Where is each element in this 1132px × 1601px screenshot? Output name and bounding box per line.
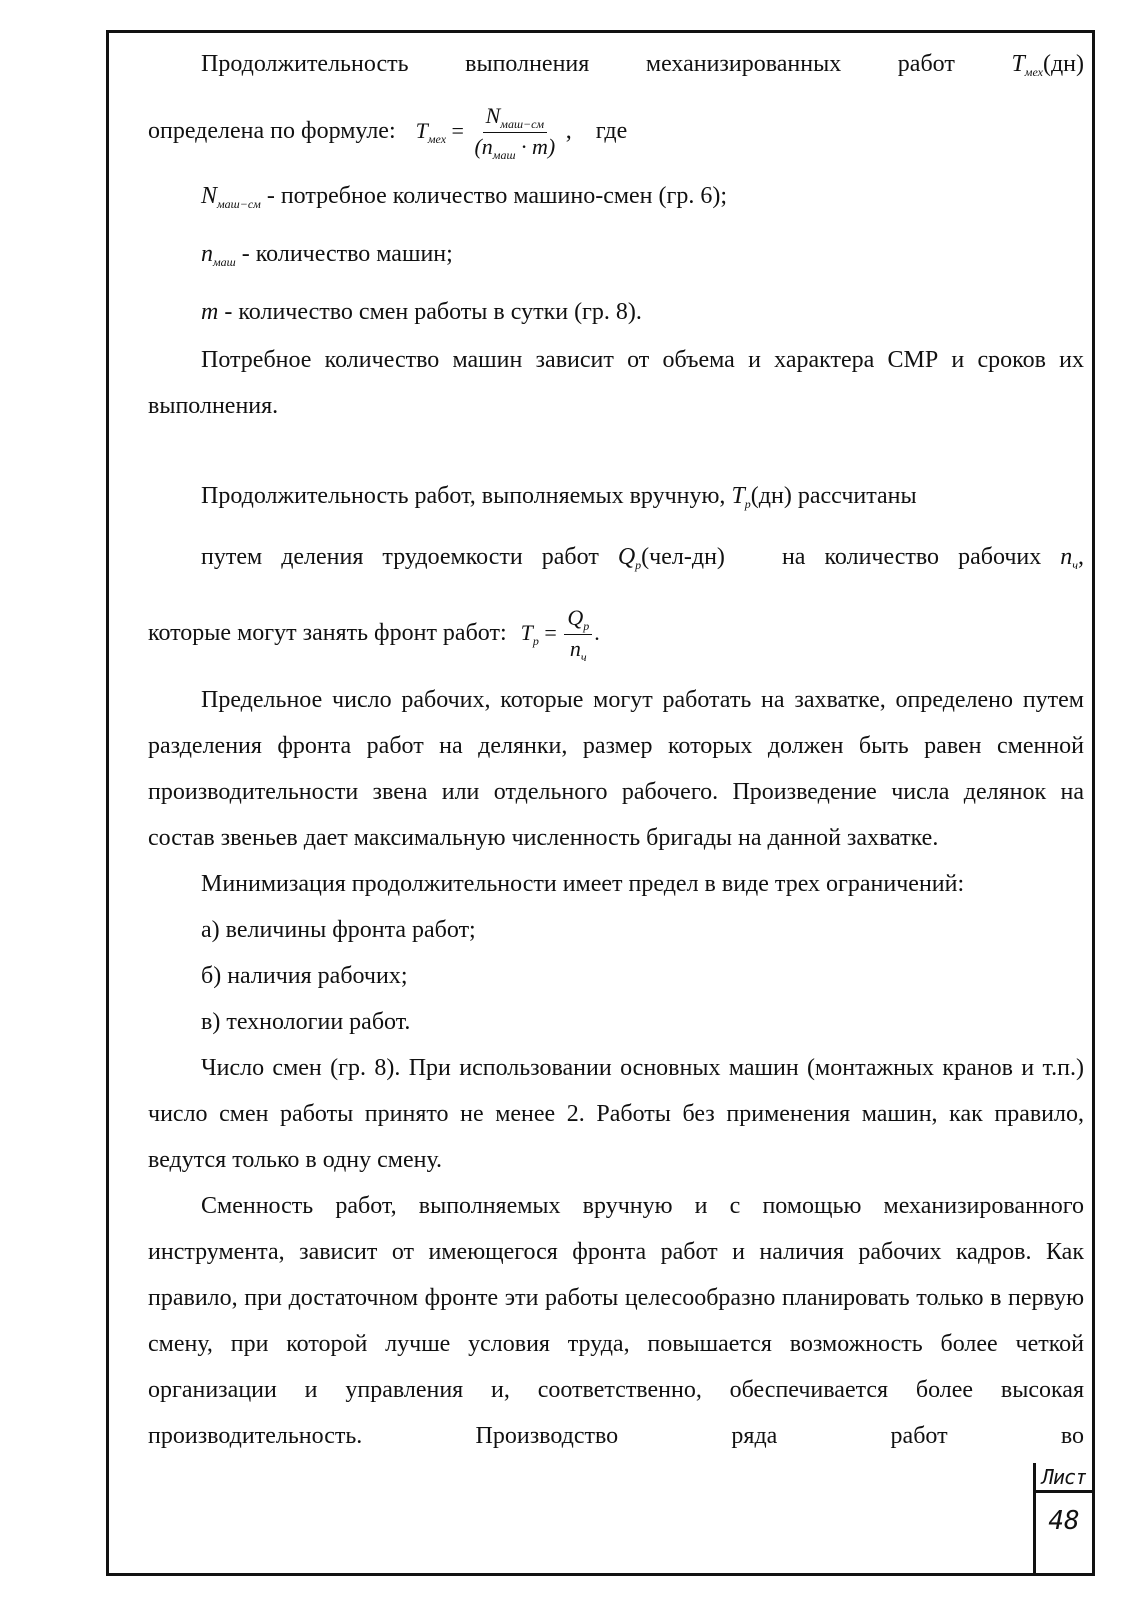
subscript: маш−см xyxy=(217,197,261,211)
text-segment: Продолжительность работ, выполняемых вручную, xyxy=(201,483,732,509)
symbol-T: T xyxy=(415,118,428,143)
subscript: ч xyxy=(580,649,587,664)
paragraph-duration-mech xyxy=(148,41,1084,95)
sheet-stamp xyxy=(1033,1463,1092,1573)
paragraph-machines: Потребное количество машин зависит от объема и характера СМР и сроков их выполнения. xyxy=(148,347,1084,419)
vertical-gap xyxy=(148,429,1084,475)
subscript: р xyxy=(532,634,539,648)
symbol-m: m xyxy=(201,299,219,325)
subscript: ч xyxy=(1072,558,1078,572)
subscript: маш−см xyxy=(500,116,545,131)
text-segment: которые могут занять фронт работ: xyxy=(148,620,513,646)
definition-text: - количество смен работы в сутки (гр. 8). xyxy=(218,299,642,325)
equals-sign: = xyxy=(538,620,563,645)
sheet-label: Лист xyxy=(1036,1463,1092,1493)
symbol-n: n xyxy=(201,241,213,267)
text-segment: , где xyxy=(565,118,628,144)
formula-line-mech xyxy=(148,95,1084,167)
definition-item xyxy=(148,171,1084,229)
definitions-list xyxy=(148,171,1084,337)
symbol-T: T xyxy=(731,483,745,509)
text-segment: (дн) рассчитаны xyxy=(750,483,917,509)
symbol-T: T xyxy=(520,620,533,645)
subscript: маш xyxy=(492,147,516,162)
paragraph-worker-limit: Предельное число рабочих, которые могут работать на захватке, определено путем разделения фронта работ на делянки, размер которых должен быть равен сменной производительности звена или отдельного рабочего. Произведение числа делянок на состав звеньев дает максимальную численность бригады на данной захватке. xyxy=(148,687,1084,851)
text-segment: . xyxy=(594,620,600,645)
symbol-Q: Q xyxy=(617,544,636,570)
fraction-denominator xyxy=(567,635,590,664)
text-segment: путем деления трудоемкости работ xyxy=(201,544,618,570)
fraction-numerator xyxy=(564,606,592,635)
symbol-m: · m) xyxy=(515,133,556,159)
paragraph-shift-work: Сменность работ, выполняемых вручную и с помощью механизированного инструмента, зависит от имеющегося фронта работ и наличия рабочих кадров. Как правило, при достаточном фронте эти работы целесообразно планировать только в первую смену, при которой лучше условия труда, повышается возможность более четкой организации и управления и, соответственно, обеспечивается более высокая производительность. Производство ряда работ во xyxy=(148,1193,1084,1449)
paragraph-labor-division xyxy=(148,527,1084,595)
subscript: маш xyxy=(213,255,236,269)
formula-line-manual xyxy=(148,595,1084,671)
subscript: р xyxy=(744,497,751,511)
paragraph-minimization: Минимизация продолжительности имеет предел в виде трех ограничений: xyxy=(201,871,965,897)
text-segment: , xyxy=(1078,544,1084,570)
formula-manual xyxy=(520,604,600,664)
definition-item xyxy=(148,287,1084,337)
subscript: р xyxy=(635,558,642,572)
fraction-denominator xyxy=(471,133,558,162)
fraction xyxy=(564,606,592,664)
subscript: мех xyxy=(1024,65,1043,79)
sheet-number: 48 xyxy=(1048,1506,1080,1536)
text-segment: (дн) xyxy=(1042,51,1084,77)
list-item: а) величины фронта работ; xyxy=(201,917,476,943)
definition-text: - количество машин; xyxy=(235,241,453,267)
subscript: р xyxy=(583,618,590,633)
fraction xyxy=(471,104,558,162)
list-item: б) наличия рабочих; xyxy=(201,963,408,989)
text-segment: Продолжительность выполнения механизированных работ xyxy=(201,51,1012,77)
symbol-n: n xyxy=(1060,544,1073,570)
paragraph-shifts: Число смен (гр. 8). При использовании основных машин (монтажных кранов и т.п.) число смен работы принято не менее 2. Работы без применения машин, как правило, ведутся только в одну смену. xyxy=(148,1055,1084,1173)
subscript: мех xyxy=(427,132,447,146)
formula-mech xyxy=(415,102,566,162)
symbol-N: N xyxy=(485,102,501,128)
fraction-numerator xyxy=(483,104,548,133)
definition-text: - потребное количество машино-смен (гр. 6); xyxy=(260,183,728,209)
symbol-T: T xyxy=(1011,51,1025,77)
symbol-n: (n xyxy=(474,133,493,159)
definition-item xyxy=(148,229,1084,287)
list-item: в) технологии работ. xyxy=(201,1009,411,1035)
symbol-n: n xyxy=(569,635,581,661)
symbol-Q: Q xyxy=(567,604,584,630)
paragraph-manual-duration xyxy=(148,473,1084,527)
text-segment: определена по формуле: xyxy=(148,118,402,144)
equals-sign: = xyxy=(446,118,470,143)
text-segment: (чел-дн) на количество рабочих xyxy=(641,544,1061,570)
page-text xyxy=(148,41,1084,1459)
symbol-N: N xyxy=(201,183,218,209)
